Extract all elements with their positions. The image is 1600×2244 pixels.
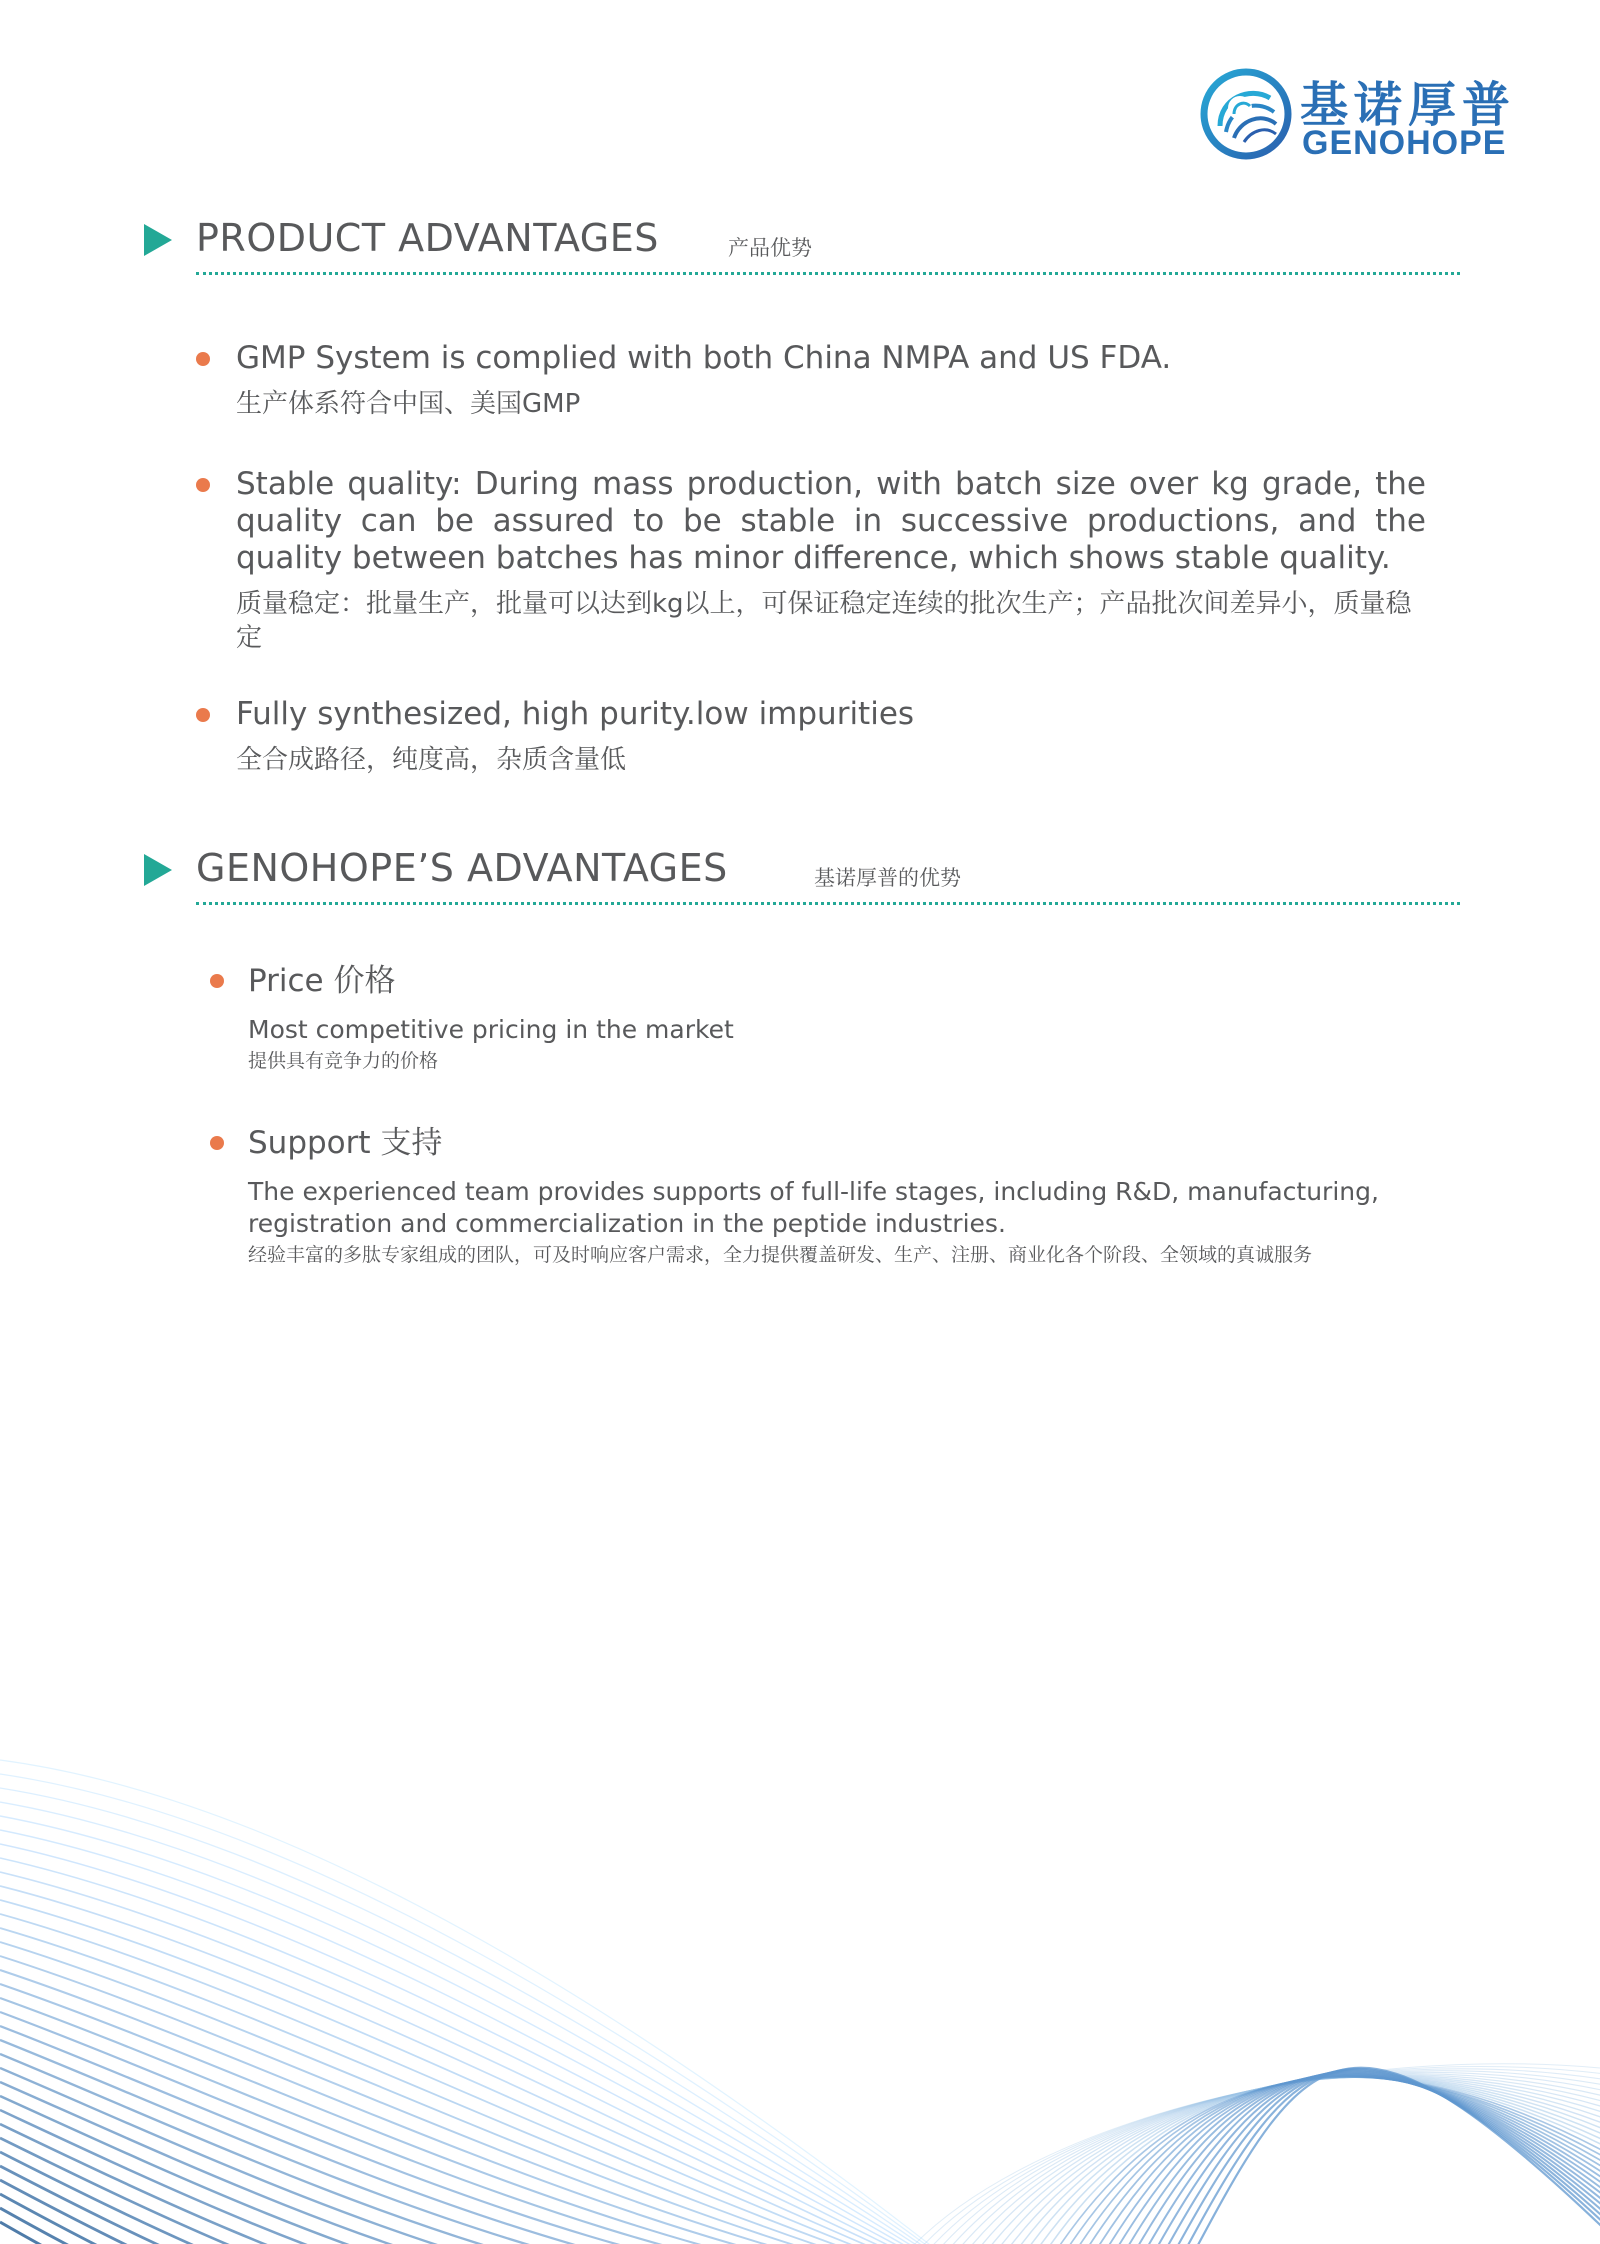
advantage-heading: Support 支持 [248, 1125, 443, 1161]
advantage-desc-cn: 经验丰富的多肽专家组成的团队，可及时响应客户需求，全力提供覆盖研发、生产、注册、商业化各个阶段、全领域的真诚服务 [248, 1244, 1313, 1266]
wave-line [1000, 2077, 1600, 2244]
section-title-cn: 基诺厚普的优势 [814, 866, 961, 890]
advantage-desc-en: The experienced team provides supports of full-life stages, including R&D, manufacturing, registration and commercialization in the peptide industries. [248, 1177, 1379, 1238]
item-text-en: Stable quality: During mass production, with batch size over kg grade, the quality can be assured to be stable in successive productions, and the quality between batches has minor difference, which shows stable quality. [236, 466, 1426, 576]
bullet-dot-icon [210, 1136, 224, 1150]
logo-english-name: GENOHOPE [1302, 124, 1507, 162]
section-divider [196, 902, 1460, 905]
section-title: PRODUCT ADVANTAGES [196, 216, 659, 260]
wave-line [0, 2152, 1000, 2244]
bullet-dot-icon [210, 974, 224, 988]
wave-line [1060, 2077, 1600, 2244]
wave-line [0, 1956, 1000, 2244]
wave-line [1030, 2077, 1600, 2244]
section-title: GENOHOPE’S ADVANTAGES [196, 846, 728, 890]
bullet-dot-icon [196, 708, 210, 722]
wave-line [0, 1858, 1000, 2244]
item-text-en: Fully synthesized, high purity.low impurities [236, 696, 915, 732]
wave-line [0, 2068, 1000, 2244]
item-text-cn: 全合成路径，纯度高，杂质含量低 [236, 745, 627, 775]
wave-line [0, 1872, 1000, 2244]
bullet-dot-icon [196, 352, 210, 366]
item-text-en: GMP System is complied with both China NMPA and US FDA. [236, 340, 1172, 376]
advantage-price [210, 962, 1440, 1074]
bullet-dot-icon [196, 478, 210, 492]
genohope-swirl-logo-icon [1200, 68, 1292, 160]
genohope-advantages-header [144, 842, 1460, 912]
advantage-desc-en: Most competitive pricing in the market [248, 1015, 734, 1044]
section-triangle-icon [144, 854, 172, 886]
logo-chinese-name: 基诺厚普 [1300, 77, 1517, 133]
wave-line [0, 1760, 1000, 2244]
wave-line [1070, 2076, 1600, 2244]
section-triangle-icon [144, 224, 172, 256]
decorative-wave-lines [0, 1740, 1600, 2244]
wave-line [0, 2138, 1000, 2244]
item-text-cn: 质量稳定：批量生产，批量可以达到kg以上，可保证稳定连续的批次生产；产品批次间差异小，质量稳定 [236, 589, 1412, 653]
advantage-support [210, 1124, 1440, 1268]
list-item [196, 466, 1426, 655]
section-title-cn: 产品优势 [728, 236, 812, 260]
company-logo [1200, 64, 1540, 164]
list-item [196, 340, 1426, 421]
section-divider [196, 272, 1460, 275]
product-advantages-header [144, 212, 1460, 282]
wave-line [0, 1984, 1000, 2244]
wave-line [0, 1788, 1000, 2244]
wave-line [0, 2110, 1000, 2244]
item-text-cn: 生产体系符合中国、美国GMP [236, 389, 581, 419]
list-item [196, 696, 1426, 777]
advantage-heading: Price 价格 [248, 963, 396, 999]
advantage-desc-cn: 提供具有竞争力的价格 [248, 1050, 439, 1072]
